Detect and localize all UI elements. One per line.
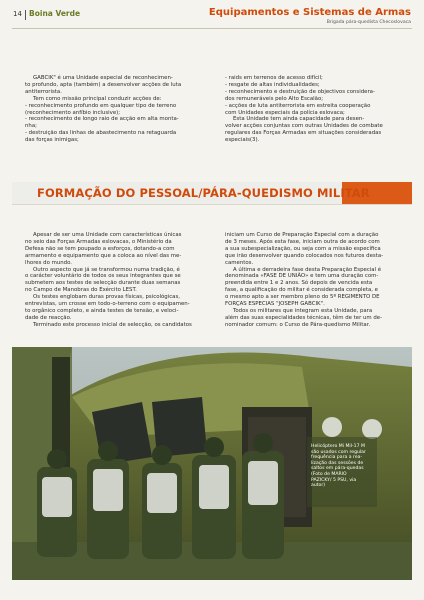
section-subtitle: Brigada pára-quedista Checoslovaca [326,20,411,25]
paragraph-line: Os testes englobam duras provas físicas, psicológicas, [33,294,181,301]
paragraph-line: dos remuneráveis pelo Alto Escalão; [225,95,324,102]
paragraph-line: preendida entre 1 e 2 anos. Só depois de vencida esta [225,280,373,287]
caption-line: frequência para a rea- [311,455,363,461]
paragraph-line: Tem como missão principal conduzir acções de: [33,95,162,102]
paragraph-line: FORÇAS ESPECIAS "JOSEPH GABCIK". [225,301,325,308]
section-title: Equipamentos e Sistemas de Armas [208,7,411,18]
page-header [0,0,424,30]
paragraph-line: - reconhecimento profundo em qualquer tipo de terreno [25,102,177,109]
paragraph-line: Todos os militares que integram esta Unidade, para [233,307,373,314]
paragraph-line: volver acções conjuntas com outras Unidades de combate [225,123,383,130]
paragraph-line: GABCIK" é uma Unidade especial de reconhecimen- [33,75,173,81]
paragraph-line: o carácter voluntário de todos os seus integrantes que se [25,273,181,280]
paragraph-line: A última e derradeira fase desta Preparação Especial é [233,266,382,273]
paragraph-line: lhores do mundo. [25,259,73,266]
magazine-name: Boina Verde [29,9,81,18]
caption-line: autor) [311,483,326,489]
paragraph-line: Defesa não se tem poupado a esforços, dotando-a com [25,245,175,252]
text-column-top-left [25,75,213,144]
paragraph-line: denominada «FASE DE UNIÃO» e tem uma duração com- [225,273,379,280]
paragraph-line: regulares das Forças Armadas em situações consideradas [225,130,382,137]
paragraph-line: antiterrorista. [25,88,62,95]
paragraph-line: Terminado este processo inicial de selecção, os candidatos [33,321,192,328]
paragraph-line: de 3 meses. Após esta fase, iniciam outra de acordo com [225,238,380,245]
paragraph-line: - reconhecimento de longo raio de acção em alta monta- [25,116,179,123]
caption-line: são usados com regular [311,449,366,455]
paragraph-line: camentos. [225,259,254,266]
section-banner [12,182,412,205]
paragraph-line: - resgate de altas individualidades; [225,81,320,88]
photo-caption [311,444,375,489]
paragraph-line: nha; [25,123,37,130]
caption-line: lização das sessões de [311,460,364,466]
text-column-top-right [225,75,405,144]
paragraph-line: no seio das Forças Armadas eslovacas, o Ministério da [25,238,172,245]
text-column-body-left [25,232,213,329]
header-rule [12,28,412,29]
paragraph-line: to profundo, apta (também) a desenvolver acções de luta [25,81,182,88]
page-number: 14 [13,10,22,18]
paragraph-line: Apesar de ser uma Unidade com características únicas [33,232,182,238]
banner-title: FORMAÇÃO DO PESSOAL/PÁRA-QUEDISMO MILITAR [37,186,370,200]
paragraph-line: iniciam um Curso de Preparação Especial com a duração [225,232,379,238]
paragraph-line: a sua subespecialização, ou seja com a missão específica [225,245,381,252]
paragraph-line: armamento e equipamento que a coloca ao nível das me- [25,252,182,259]
header-separator [25,10,26,20]
paragraph-line: (reconhecimento anfíbio inclusive); [25,109,121,116]
paragraph-line: - acções de luta antiterrorista em estreita cooperação [225,102,371,109]
paragraph-line: - destruição das linhas de abastecimento na retaguarda [25,130,177,137]
paragraph-line: além das suas especialidades técnicas, têm de ter um de- [225,314,383,321]
paragraph-line: no Campo de Manobras do Exército LEST. [25,287,137,294]
paragraph-line: submetem aos testes de selecção durante duas semanas [25,280,181,287]
paragraph-line: to orgânico completo, e ainda testes de tensão, e veloci- [25,307,179,314]
paragraph-line: com Unidades especiais da polícia eslovaca; [225,109,345,116]
caption-line: (Foto de MARIO [311,471,347,477]
paragraph-line: o mesmo apto a ser membro pleno do 5º REGIMENTO DE [225,294,380,301]
caption-line: PAZICKY/ 5 PSU, via [311,477,357,483]
paragraph-line: nominador comum: o Curso de Pára-quedismo Militar. [225,321,371,328]
caption-line: saltos em pára-quedas [311,466,364,472]
paragraph-line: que irão desenvolver quando colocados nos futuros desta- [225,252,384,259]
paragraph-line: - reconhecimento e destruição de objectivos considera- [225,88,375,95]
caption-line: Helicóptero Mi Mil-17 M [311,444,365,449]
paragraph-line: Esta Unidade tem ainda capacidade para desen- [233,116,365,123]
paragraph-line: - raids em terrenos de acesso difícil; [225,75,323,81]
paragraph-line: entrevistas, um crosse em todo-o-terreno com o equipamen- [25,301,190,308]
paragraph-line: das forças inimigas; [25,137,79,144]
paragraph-line: Outro aspecto que já se transformou numa tradição, é [33,266,180,273]
paragraph-line: especiais(3). [225,137,260,144]
paragraph-line: dade de reacção. [25,314,72,321]
text-column-body-right [225,232,405,329]
paragraph-line: fase, a qualificação do militar é considerada completa, e [225,287,378,294]
